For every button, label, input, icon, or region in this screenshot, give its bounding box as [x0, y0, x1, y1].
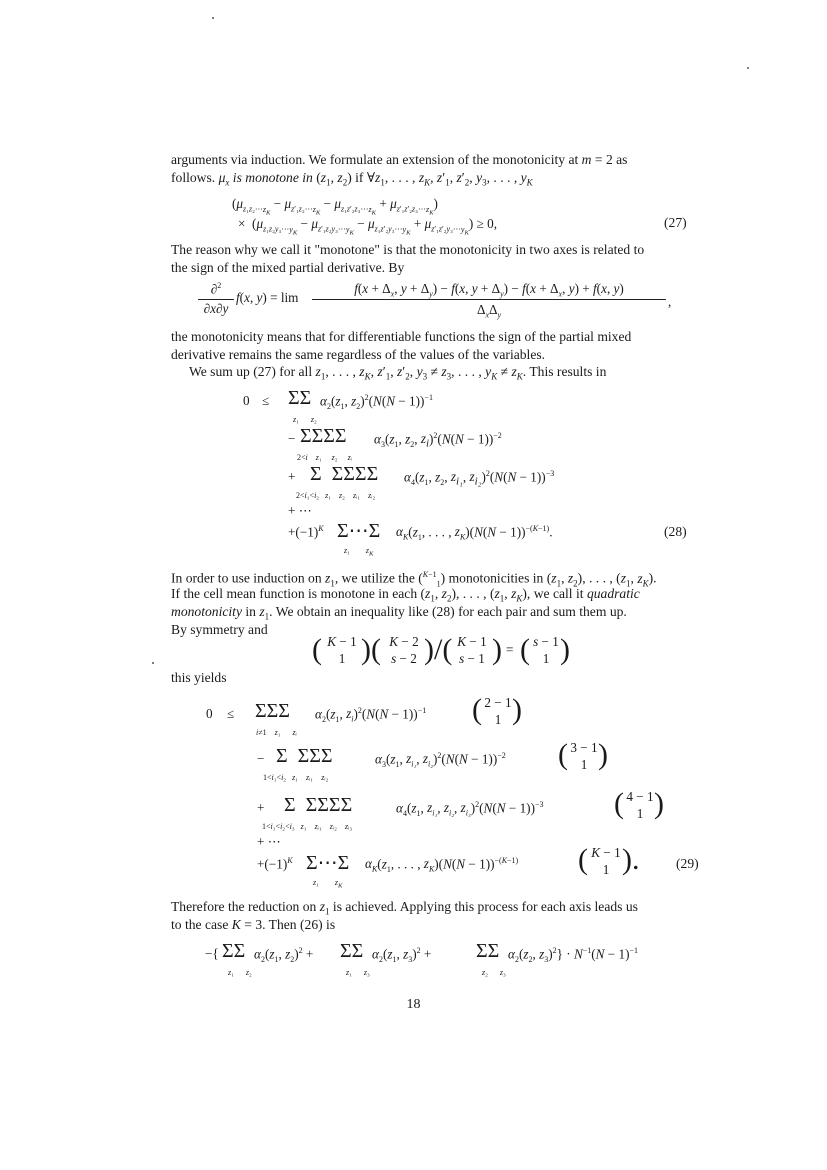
- eq29-term2: $\alpha_3(z_1$, $z_{i_1}$, $z_{i_2})^2(N(N - 1))^{-2}$: [375, 751, 506, 770]
- binom-bottom: 1: [602, 862, 610, 877]
- scan-speck: [747, 67, 749, 69]
- sum-index: z₂ z₃: [482, 968, 506, 977]
- sum-index: 2<i z₁ z₂ zᵢ: [297, 453, 352, 462]
- final-eq-open: −{: [205, 946, 219, 961]
- fraction-bar: [198, 299, 234, 300]
- deriv-lhs: f(x, y) = lim: [236, 290, 299, 305]
- equation-number-27: (27): [664, 215, 687, 230]
- final-eq-term2: $\alpha_2(z_1$, $z_3)^2$ +: [372, 946, 432, 965]
- eq29-sums: Σ ΣΣΣΣ: [284, 794, 353, 816]
- eq28-zero: 0: [243, 393, 250, 408]
- eq28-dots: + ⋯: [288, 503, 312, 518]
- paragraph-line: derivative remains the same regardless of the values of the variables.: [171, 347, 546, 362]
- equals-sign: =: [506, 642, 514, 657]
- deriv-numerator-partial: ∂$^2$: [210, 281, 222, 297]
- sum-index: z₁ z₃: [346, 968, 370, 977]
- eq29-sums: Σ⋯Σ: [306, 852, 350, 874]
- paragraph-line: If the cell mean function is monotone in each ($z_1$, $z_2$), . . . , ($z_1$, $z_K$), we call it quadratic: [171, 586, 640, 604]
- eq29-last: $+(-1)^K$: [257, 856, 293, 872]
- eq29-sums: ΣΣΣ: [255, 700, 290, 722]
- deriv-comma: ,: [668, 294, 672, 309]
- paragraph-line: to the case K = 3. Then (26) is: [171, 917, 336, 932]
- binom-paren: (: [520, 633, 530, 666]
- eq28-plus: +: [288, 469, 296, 484]
- deriv-denominator-partial: ∂x∂y: [203, 301, 229, 316]
- paragraph-line: In order to use induction on $z_1$, we utilize the ($^{K-1}_1$) monotonicities in ($z_1$, $z_2$), . . . , ($z_1$, $z_K$).: [171, 570, 657, 589]
- paragraph-line: We sum up (27) for all $z_1$, . . . , $z_K$, $z'_1$, $z'_2$, $y_3 \ne z_3$, . . . , $y_K \ne z_K$. This results in: [189, 364, 607, 382]
- binom-top: K − 1: [457, 634, 487, 649]
- eq29-minus: −: [257, 751, 265, 766]
- binom-paren: (: [472, 693, 482, 726]
- eq29-term3: $\alpha_4(z_1$, $z_{i_1}$, $z_{i_2}$, $z_{i_3})^2(N(N - 1))^{-3}$: [396, 800, 544, 819]
- eq29-zero: 0: [206, 706, 213, 721]
- binom-bottom: s − 2: [391, 651, 417, 666]
- paragraph-line: follows. $\mu_x$ is monotone in ($z_1$, $z_2$) if $\forall z_1$, . . . , $z_K$, $z'_1$, $z'_2$, $y_3$, . . . , $y_K$: [171, 170, 533, 188]
- paragraph-line: The reason why we call it "monotone" is that the monotonicity in two axes is related to: [171, 242, 645, 257]
- eq29-sums: Σ ΣΣΣ: [276, 745, 333, 767]
- sum-index: z₁ $z_K$: [344, 546, 374, 558]
- binom-top: K − 2: [389, 634, 419, 649]
- binom-top: K − 1: [591, 845, 621, 860]
- equation-number-29: (29): [676, 856, 699, 871]
- sum-index: i≠1 z₁ zᵢ: [256, 728, 297, 737]
- eq29-dots: + ⋯: [257, 834, 281, 849]
- eq28-sums: ΣΣ: [288, 387, 312, 409]
- paragraph-line: the monotonicity means that for differentiable functions the sign of the partial mixed: [171, 329, 632, 344]
- binom-top: K − 1: [327, 634, 357, 649]
- eq29-plus: +: [257, 800, 265, 815]
- deriv-denominator: $\Delta_x\Delta_y$: [476, 302, 502, 320]
- scan-speck: [152, 662, 154, 664]
- eq28-minus: −: [288, 431, 296, 446]
- final-eq-sums: ΣΣ: [476, 940, 500, 962]
- sum-index: 1<i₁<i₂<i₃ z₁ zᵢ₁ zᵢ₂ zᵢ₃: [262, 822, 353, 831]
- binom-paren: (: [614, 787, 624, 820]
- sum-index: 1<i₁<i₂ z₁ zᵢ₁ zᵢ₂: [263, 773, 329, 782]
- binom-bottom: 1: [542, 651, 550, 666]
- binom-bottom: 1: [338, 651, 346, 666]
- binom-bottom: 1: [580, 757, 588, 772]
- binom-paren: ): [512, 693, 522, 726]
- binom-top: 4 − 1: [626, 789, 654, 804]
- sum-index: 2<i₁<i₂ z₁ z₂ zᵢ₁ zᵢ₂: [296, 491, 376, 500]
- binom-paren: (: [558, 738, 568, 771]
- paragraph-line: By symmetry and: [171, 622, 268, 637]
- binom-paren: (: [312, 633, 322, 666]
- paragraph-line: this yields: [171, 670, 227, 685]
- eq28-leq: ≤: [262, 393, 270, 408]
- eq29-term1: $\alpha_2(z_1$, $z_i)^2(N(N - 1))^{-1}$: [315, 706, 427, 725]
- binom-bottom: 1: [636, 806, 644, 821]
- eq28-sums: Σ ΣΣΣΣ: [310, 463, 379, 485]
- equation-27-line-2: × $(\mu_{z_1z_2y_3\cdots y_K} - \mu_{z'_1z_2y_3\cdots y_K} - \mu_{z_1z'_2y_3\cdots y_K} + \mu_{z'_1z'_2y_3\cdots y_K}) \ge 0$,: [238, 216, 498, 237]
- eq28-term2: $\alpha_3(z_1$, $z_2$, $z_i)^2(N(N - 1))^{-2}$: [374, 431, 502, 451]
- binom-bottom: 1: [494, 712, 502, 727]
- eq28-last: $+(-1)^K$: [288, 524, 324, 540]
- binom-paren: ): [560, 633, 570, 666]
- binom-paren: ).: [622, 843, 640, 876]
- fraction-bar: [312, 299, 666, 300]
- eq28-term3: $\alpha_4(z_1$, $z_2$, $z_{i_1}$, $z_{i_2})^2(N(N - 1))^{-3}$: [404, 469, 555, 489]
- page-number: 18: [406, 997, 421, 1012]
- equation-27-line-1: $(\mu_{z_1z_2\cdots z_K} - \mu_{z'_1z_2\cdots z_K} - \mu_{z_1z'_2z_3\cdots z_K} + \mu_{z'_1z'_2z_3\cdots z_K})$: [232, 196, 438, 217]
- paragraph-line: monotonicity in $z_1$. We obtain an inequality like (28) for each pair and sum them up.: [171, 604, 627, 622]
- paragraph-line: arguments via induction. We formulate an extension of the monotonicity at m = 2 as: [171, 152, 628, 167]
- sum-index: z₁ $z_K$: [313, 878, 343, 890]
- equation-number-28: (28): [664, 524, 687, 539]
- final-eq-term1: $\alpha_2(z_1$, $z_2)^2$ +: [254, 946, 314, 965]
- final-eq-term3: $\alpha_2(z_2$, $z_3)^2\} \cdot N^{-1}(N - 1)^{-1}$: [508, 946, 639, 965]
- scan-speck: [212, 17, 214, 19]
- binom-paren: (: [578, 843, 588, 876]
- eq29-leq: ≤: [227, 706, 235, 721]
- eq28-term-last: $\alpha_K(z_1$, . . . , $z_K)(N(N - 1))^{-(K-1)}$.: [396, 524, 553, 543]
- sum-index: z₁ z₂: [228, 968, 252, 977]
- binom-paren: ): [598, 738, 608, 771]
- binom-paren: ): [492, 633, 502, 666]
- binom-top: 3 − 1: [570, 740, 598, 755]
- binom-paren: ): [654, 787, 664, 820]
- final-eq-sums: ΣΣ: [340, 940, 364, 962]
- binom-bottom: s − 1: [459, 651, 485, 666]
- sum-index: z₁ z₂: [293, 415, 317, 424]
- paragraph-line: Therefore the reduction on $z_1$ is achieved. Applying this process for each axis leads us: [171, 899, 638, 917]
- eq28-term1: $\alpha_2(z_1$, $z_2)^2(N(N - 1))^{-1}$: [320, 393, 433, 412]
- binom-paren: )(: [361, 633, 381, 666]
- paragraph-line: the sign of the mixed partial derivative. By: [171, 260, 405, 275]
- eq28-sums: Σ⋯Σ: [337, 520, 381, 542]
- deriv-numerator: $f(x + \Delta_x$, $y + \Delta_y) - f(x$, $y + \Delta_y) - f(x + \Delta_x$, y) + f(x, y): [354, 281, 624, 299]
- binom-paren: )/(: [424, 633, 453, 666]
- eq28-sums: ΣΣΣΣ: [300, 425, 347, 447]
- final-eq-sums: ΣΣ: [222, 940, 246, 962]
- eq29-term-last: $\alpha_K(z_1$, . . . , $z_K)(N(N - 1))^{-(K-1)}$: [365, 856, 519, 875]
- binom-top: 2 − 1: [484, 695, 512, 710]
- binom-top: s − 1: [533, 634, 559, 649]
